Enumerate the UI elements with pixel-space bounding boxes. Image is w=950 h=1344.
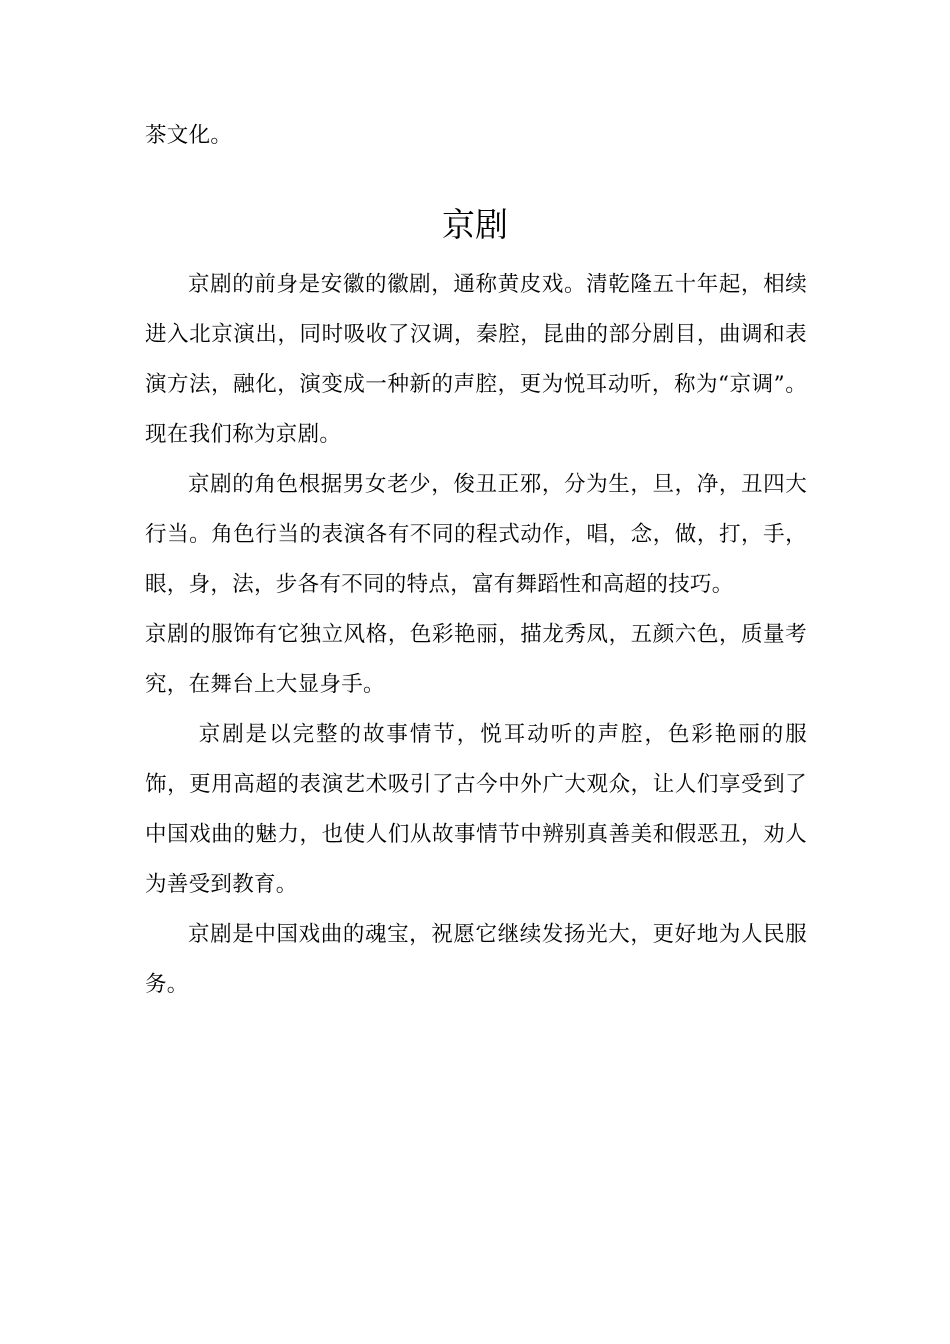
carry-over-text: 茶文化。	[145, 123, 233, 148]
paragraph-origin: 京剧的前身是安徽的徽剧，通称黄皮戏。清乾隆五十年起，相续进入北京演出，同时吸收了汉调，秦腔，昆曲的部分剧目，曲调和表演方法，融化，演变成一种新的声腔，更为悦耳动听，称为“京调”。现在我们称为京剧。	[145, 272, 807, 447]
paragraph-roles: 京剧的角色根据男女老少，俊丑正邪，分为生，旦，净，丑四大行当。角色行当的表演各有不同的程式动作，唱，念，做，打，手，眼，身，法，步各有不同的特点，富有舞蹈性和高超的技巧。	[145, 472, 807, 597]
body-text	[145, 260, 807, 1010]
page-title: 京剧	[442, 205, 508, 244]
paragraph-appeal: 京剧是以完整的故事情节，悦耳动听的声腔，色彩艳丽的服饰，更用高超的表演艺术吸引了古今中外广大观众，让人们享受到了中国戏曲的魅力，也使人们从故事情节中辨别真善美和假恶丑，劝人为善受到教育。	[145, 722, 807, 897]
paragraph-costumes: 京剧的服饰有它独立风格，色彩艳丽，描龙秀凤，五颜六色，质量考究，在舞台上大显身手。	[145, 622, 807, 697]
paragraph-closing: 京剧是中国戏曲的魂宝，祝愿它继续发扬光大，更好地为人民服务。	[145, 922, 807, 997]
